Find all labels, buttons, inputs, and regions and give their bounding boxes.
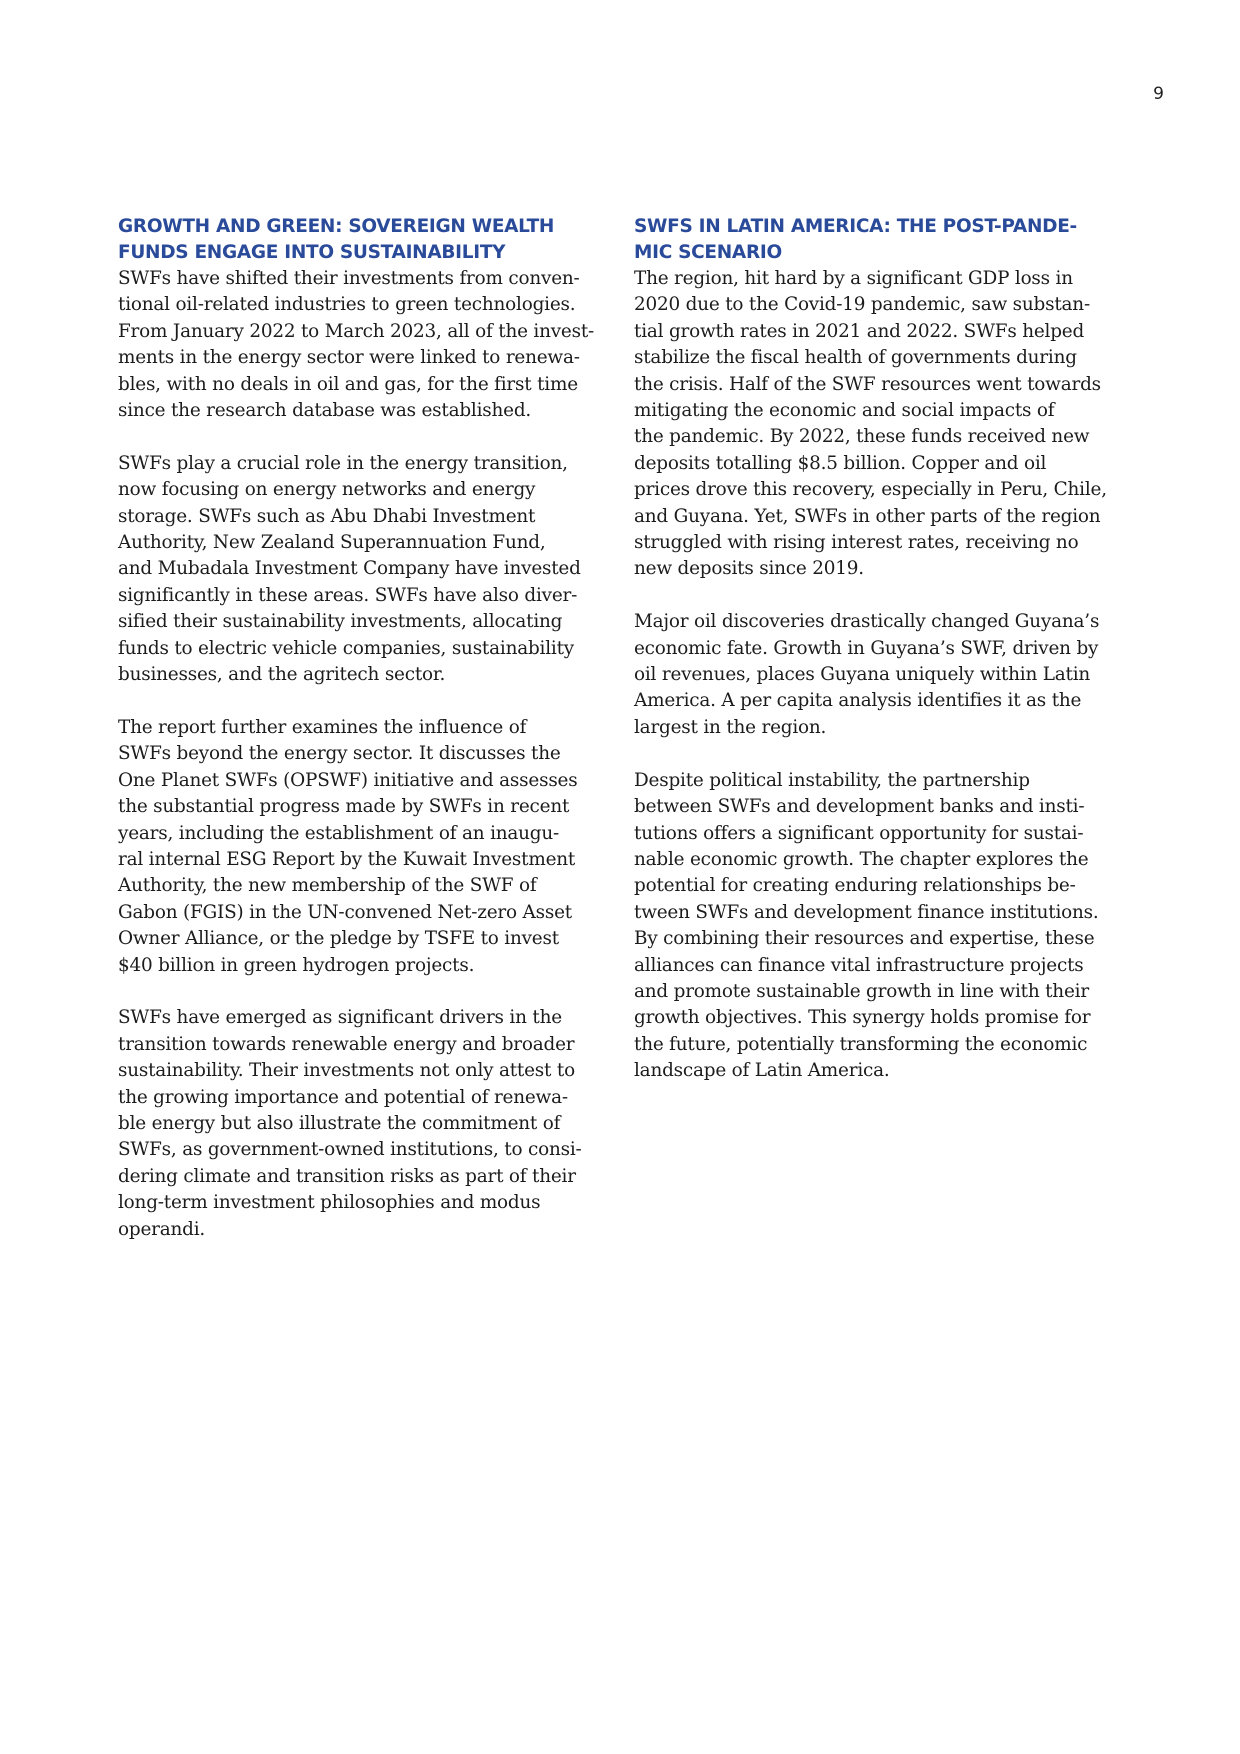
left-column xyxy=(118,214,608,1243)
paragraph: SWFs have emerged as significant drivers in the transition towards renewable energy and broader sustainability. Their investments not only attest to the growing importance and potential of renewa- ble energy but also illustrate the commitment of SWFs, as government-owned institutions, to consi- dering climate and transition risks as part of their long-term investment philosophies and modus operandi. xyxy=(118,1007,582,1240)
page-number: 9 xyxy=(1153,84,1164,104)
paragraph: The report further examines the influence of SWFs beyond the energy sector. It discusses the One Planet SWFs (OPSWF) initiative and assesses the substantial progress made by SWFs in recent years, including the establishment of an inaugu- ral internal ESG Report by the Kuwait Investment Authority, the new membership of the SWF of Gabon (FGIS) in the UN-convened Net-zero Asset Owner Alliance, or the pledge by TSFE to invest $40 billion in green hydrogen projects. xyxy=(118,716,578,976)
right-column xyxy=(634,214,1126,1085)
section-heading-growth-and-green: GROWTH AND GREEN: SOVEREIGN WEALTH FUNDS ENGAGE INTO SUSTAINABILITY xyxy=(118,216,555,263)
paragraph: SWFs play a crucial role in the energy transition, now focusing on energy networks and energy storage. SWFs such as Abu Dhabi Investment Authority, New Zealand Superannuation Fund, and Mubadala Investment Company have invested significantly in these areas. SWFs have also diver- sified their sustainability investments, allocating funds to electric vehicle companies, sustainability businesses, and the agritech sector. xyxy=(118,452,581,686)
paragraph: The region, hit hard by a significant GDP loss in 2020 due to the Covid-19 pandemic, saw substan- tial growth rates in 2021 and 2022. SWFs helped stabilize the fiscal health of governments during the crisis. Half of the SWF resources went towards mitigating the economic and social impacts of the pandemic. By 2022, these funds received new deposits totalling $8.5 billion. Copper and oil prices drove this recovery, especially in Peru, Chile, and Guyana. Yet, SWFs in other parts of the region struggled with rising interest rates, receiving no new deposits since 2019. xyxy=(634,268,1107,580)
paragraph: Despite political instability, the partnership between SWFs and development banks and insti- tutions offers a significant opportunity for sustai- nable economic growth. The chapter explores the potential for creating enduring relationships be- tween SWFs and development finance institutions. By combining their resources and expertise, these alliances can finance vital infrastructure projects and promote sustainable growth in line with their growth objectives. This synergy holds promise for the future, potentially transforming the economic landscape of Latin America. xyxy=(634,769,1099,1082)
paragraph: SWFs have shifted their investments from conven- tional oil-related industries to green technologies. From January 2022 to March 2023, all of the invest- ments in the energy sector were linked to renewa- bles, with no deals in oil and gas, for the first time since the research database was established. xyxy=(118,268,595,422)
section-heading-latin-america: SWFS IN LATIN AMERICA: THE POST-PANDE- MIC SCENARIO xyxy=(634,216,1077,263)
paragraph: Major oil discoveries drastically changed Guyana’s economic fate. Growth in Guyana’s SWF, driven by oil revenues, places Guyana uniquely within Latin America. A per capita analysis identifies it as the largest in the region. xyxy=(634,611,1100,738)
